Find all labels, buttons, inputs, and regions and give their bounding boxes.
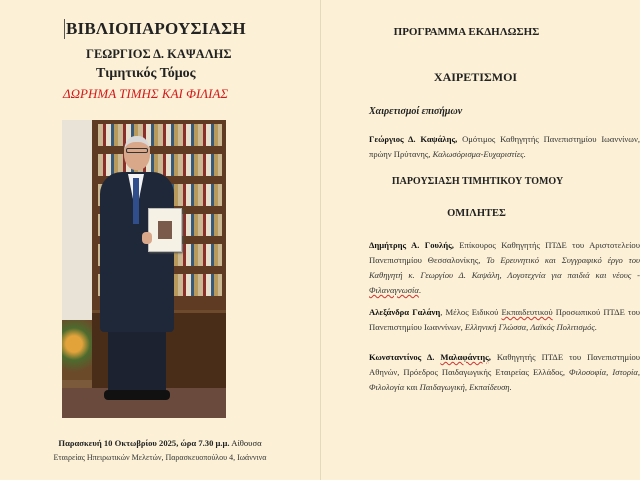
venue-label: Αίθουσα [229, 438, 262, 448]
author-photo [62, 120, 226, 418]
punctuation: . [418, 285, 422, 295]
speaker-name: Δημήτρης Α. Γουλής, [369, 240, 454, 250]
speakers-heading: ΟΜΙΛΗΤΕΣ [447, 208, 506, 219]
greetings-subheading: Χαιρετισμοί επισήμων [369, 106, 463, 117]
speaker-entry [369, 305, 640, 335]
speaker-role: Καθηγητής ΠΤΔΕ του Πανεπιστημίου Αθηνών, Πρόεδρος Παιδαγωγικής Εταιρείας Ελλάδος, [369, 352, 640, 377]
speaker-role: Επίκουρος Καθηγητής ΠΤΔΕ του Αριστοτελείου Πανεπιστημίου Θεσσαλονίκης, [369, 240, 640, 265]
right-page [321, 0, 640, 480]
speaker-entry [369, 132, 640, 162]
speaker-role: Ομότιμος Καθηγητής Πανεπιστημίου Ιωαννίνων, πρώην Πρύτανης, [369, 134, 640, 159]
punctuation: , [488, 352, 491, 362]
presentation-heading: ΠΑΡΟΥΣΙΑΣΗ ΤΙΜΗΤΙΚΟΥ ΤΟΜΟΥ [391, 176, 564, 187]
conjunction: και [404, 382, 420, 392]
speaker-role: , Μέλος Ειδικού [440, 307, 502, 317]
book-tagline: ΔΩΡΗΜΑ ΤΙΜΗΣ ΚΑΙ ΦΙΛΙΑΣ [63, 86, 229, 101]
date-time: Παρασκευή 10 Οκτωβρίου 2025, ώρα 7.30 μ.μ. [58, 438, 230, 448]
event-date [0, 438, 320, 448]
speaker-topic: Παιδαγωγική, Εκπαίδευση. [419, 382, 512, 392]
program-heading: ΠΡΟΓΡΑΜΜΑ ΕΚΔΗΛΩΣΗΣ [393, 26, 540, 38]
book-subtitle: Τιμητικός Τόμος [96, 66, 196, 81]
speaker-entry [369, 238, 640, 298]
speaker-name: Γεώργιος Δ. Καψάλης, [369, 134, 458, 144]
speaker-entry [369, 350, 640, 395]
speaker-topic: Το Ερευνητικό και Συγγραφικό έργο του Καθηγητή κ. Γεωργίου Δ. Καψάλη, Λογοτεχνία για παιδιά και νέους - [369, 255, 640, 280]
event-venue: Εταιρείας Ηπειρωτικών Μελετών, Παρασκευοπούλου 4, Ιωάννινα [53, 453, 267, 462]
speaker-name: Αλεξάνδρα Γαλάνη [369, 307, 441, 317]
speaker-name: Κωνσταντίνος Δ. [369, 352, 441, 362]
speaker-name: Μαλαφάντης [440, 352, 489, 362]
speaker-role: Προσωπικού ΠΤΔΕ του Πανεπιστημίου Ιωαννίνων, [369, 307, 640, 332]
author-name: ΓΕΩΡΓΙΟΣ Δ. ΚΑΨΑΛΗΣ [86, 47, 232, 61]
greetings-heading: ΧΑΙΡΕΤΙΣΜΟΙ [433, 70, 518, 84]
speaker-topic: Φιλοσοφία, Ιστορία, Φιλολογία [369, 367, 640, 392]
speaker-role: Εκπαιδευτικού [501, 307, 553, 317]
speaker-topic: Φιλαναγνωσία [369, 285, 419, 295]
event-title: ΒΙΒΛΙΟΠΑΡΟΥΣΙΑΣΗ [66, 19, 246, 38]
speaker-topic: Ελληνική Γλώσσα, Λαϊκός Πολιτισμός. [464, 322, 598, 332]
speaker-topic: Καλωσόρισμα-Ευχαριστίες. [432, 149, 526, 159]
